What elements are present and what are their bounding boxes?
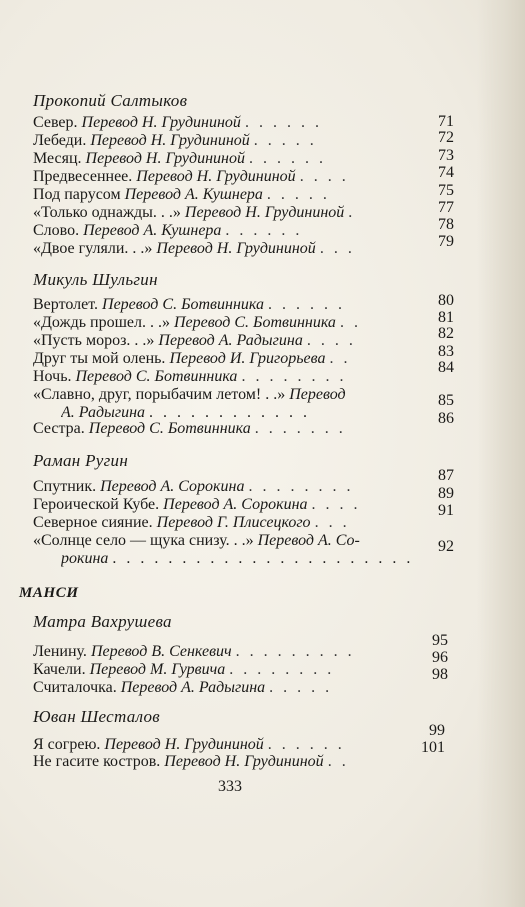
- entry-title: Слово.: [33, 222, 80, 239]
- toc-entry: [33, 203, 423, 222]
- entry-translator: Перевод Н. Грудининой: [90, 132, 250, 149]
- entry-translator: Перевод А. Сорокина: [163, 496, 308, 513]
- leader-dots: . . . . . . . .: [248, 478, 354, 495]
- leader-dots: . .: [327, 753, 349, 770]
- toc-entry: [33, 385, 423, 404]
- entry-title: Лебеди.: [33, 132, 87, 149]
- entry-translator: Перевод М. Гурвича: [89, 661, 226, 678]
- entry-page-number: 87: [438, 467, 454, 484]
- entry-page-number: 95: [432, 632, 448, 649]
- leader-dots: . . . . . . . . . . . .: [149, 404, 311, 421]
- leader-dots: . . . .: [299, 168, 349, 185]
- toc-entry: [33, 513, 423, 532]
- leader-dots: . . . . .: [253, 132, 317, 149]
- entry-page-number: 83: [438, 343, 454, 360]
- toc-entry: [33, 331, 423, 350]
- toc-entry: [33, 477, 423, 496]
- toc-entry: [33, 495, 423, 514]
- toc-entry: [33, 660, 423, 679]
- leader-dots: . . . . . .: [225, 222, 303, 239]
- entry-title: Ночь.: [33, 368, 72, 385]
- entry-translator: Перевод В. Сенкевич: [90, 643, 232, 660]
- author-heading: Матра Вахрушева: [33, 612, 172, 631]
- author-heading: Прокопий Салтыков: [33, 91, 188, 110]
- toc-entry: [33, 752, 423, 771]
- entry-title: Север.: [33, 114, 78, 131]
- entry-translator: Перевод И. Григорьева: [169, 350, 326, 367]
- leader-dots: . . . . . . . .: [229, 661, 335, 678]
- entry-translator: Перевод Н. Грудининой: [164, 753, 324, 770]
- entry-title: Качели.: [33, 661, 86, 678]
- entry-page-number: 89: [438, 485, 454, 502]
- entry-translator: Перевод Г. Плисецкого: [156, 514, 311, 531]
- page-edge-shadow: [477, 0, 525, 907]
- entry-title: Героической Кубе.: [33, 496, 160, 513]
- entry-translator: Перевод А. Кушнера: [83, 222, 222, 239]
- entry-translator: Перевод А. Кушнера: [124, 186, 263, 203]
- entry-translator: Перевод: [289, 386, 346, 403]
- leader-dots: . . . . . .: [244, 114, 322, 131]
- entry-title: «Дождь прошел. . .»: [33, 314, 170, 331]
- toc-entry: [33, 131, 423, 150]
- entry-translator: Перевод А. Сорокина: [100, 478, 245, 495]
- entry-page-number: 73: [438, 147, 454, 164]
- leader-dots: . . . . . . . .: [241, 368, 347, 385]
- leader-dots: . . . . . . .: [254, 420, 346, 437]
- entry-translator: Перевод Н. Грудининой: [184, 204, 345, 221]
- entry-title: Не гасите костров.: [33, 753, 161, 770]
- author-heading: Раман Ругин: [33, 451, 129, 470]
- entry-title: Сестра.: [33, 420, 85, 437]
- leader-dots: . . . .: [311, 496, 361, 513]
- entry-title: «Солнце село — щука снизу. . .»: [33, 532, 254, 549]
- entry-page-number: 84: [438, 359, 454, 376]
- toc-entry: [33, 149, 423, 168]
- entry-title: Предвесеннее.: [33, 168, 133, 185]
- entry-title: Я согрею.: [33, 736, 101, 753]
- entry-page-number: 82: [438, 325, 454, 342]
- entry-page-number: 71: [438, 113, 454, 130]
- entry-page-number: 85: [438, 392, 454, 409]
- entry-title: Месяц.: [33, 150, 82, 167]
- entry-translator: Перевод Н. Грудининой: [136, 168, 296, 185]
- toc-entry: [33, 185, 423, 204]
- entry-page-number: 99: [429, 722, 445, 739]
- entry-translator: Перевод Н. Грудининой: [156, 240, 316, 257]
- entry-translator: Перевод С. Ботвинника: [102, 296, 264, 313]
- leader-dots: . . . . . .: [248, 150, 326, 167]
- author-heading: Юван Шесталов: [33, 707, 160, 726]
- entry-translator: Перевод С. Ботвинника: [75, 368, 238, 385]
- entry-page-number: 77: [438, 199, 454, 216]
- entry-page-number: 98: [432, 666, 448, 683]
- toc-entry: [33, 531, 423, 550]
- toc-entry: [33, 367, 423, 386]
- entry-page-number: 80: [438, 292, 454, 309]
- entry-title: Друг ты мой олень.: [33, 350, 166, 367]
- entry-page-number: 79: [438, 233, 454, 250]
- leader-dots: . . .: [314, 514, 350, 531]
- entry-page-number: 91: [438, 502, 454, 519]
- leader-dots: . . . . . .: [267, 296, 345, 313]
- leader-dots: . . . . .: [269, 679, 333, 696]
- entry-title: Под парусом: [33, 186, 121, 203]
- entry-page-number: 92: [438, 538, 454, 555]
- entry-title: «Только однажды. . .»: [33, 204, 181, 221]
- entry-title: Спутник.: [33, 478, 97, 495]
- toc-entry: [33, 642, 423, 661]
- toc-entry: [33, 113, 423, 132]
- entry-title: Северное сияние.: [33, 514, 153, 531]
- entry-translator: Перевод А. Радыгина: [158, 332, 303, 349]
- toc-entry: [33, 349, 423, 368]
- toc-entry: [33, 678, 423, 697]
- entry-page-number: 72: [438, 129, 454, 146]
- page-number: 333: [218, 778, 242, 795]
- toc-entry: [33, 221, 423, 240]
- leader-dots: . . . .: [306, 332, 356, 349]
- entry-page-number: 78: [438, 216, 454, 233]
- entry-translator-continued: А. Радыгина: [61, 404, 146, 421]
- entry-title: Ленину.: [33, 643, 87, 660]
- leader-dots: . . . . . . . . . . . . . . . . . . . . . .: [112, 550, 414, 567]
- language-section-heading: МАНСИ: [19, 585, 79, 601]
- leader-dots: . .: [339, 314, 361, 331]
- entry-translator: Перевод С. Ботвинника: [173, 314, 336, 331]
- leader-dots: . . . . . .: [267, 736, 345, 753]
- entry-translator: Перевод А. Радыгина: [120, 679, 266, 696]
- entry-page-number: 96: [432, 649, 448, 666]
- entry-title: «Двое гуляли. . .»: [33, 240, 153, 257]
- toc-entry: [33, 295, 423, 314]
- toc-entry: [33, 419, 423, 438]
- entry-title: Считалочка.: [33, 679, 117, 696]
- leader-dots: . .: [329, 350, 351, 367]
- entry-translator: Перевод Н. Грудининой: [104, 736, 264, 753]
- toc-entry: [33, 313, 423, 332]
- entry-title: «Славно, друг, порыбачим летом! . .»: [33, 386, 286, 403]
- leader-dots: . . . . . . . . .: [235, 643, 355, 660]
- entry-page-number: 81: [438, 309, 454, 326]
- toc-entry: [33, 167, 423, 186]
- author-heading: Микуль Шульгин: [33, 270, 158, 289]
- entry-page-number: 101: [421, 739, 445, 756]
- leader-dots: . . . . .: [266, 186, 330, 203]
- entry-translator-continued: рокина: [61, 550, 109, 567]
- entry-page-number: 86: [438, 410, 454, 427]
- entry-translator: Перевод С. Ботвинника: [88, 420, 251, 437]
- entry-translator: Перевод Н. Грудининой: [85, 150, 245, 167]
- entry-title: «Пусть мороз. . .»: [33, 332, 155, 349]
- toc-entry: [33, 239, 423, 258]
- leader-dots: . . .: [319, 240, 355, 257]
- entry-page-number: 75: [438, 182, 454, 199]
- toc-entry-continuation: [61, 549, 421, 568]
- entry-translator: Перевод А. Со-: [257, 532, 360, 549]
- entry-translator: Перевод Н. Грудининой: [81, 114, 241, 131]
- entry-page-number: 74: [438, 164, 454, 181]
- leader-dots: .: [348, 204, 356, 221]
- entry-title: Вертолет.: [33, 296, 99, 313]
